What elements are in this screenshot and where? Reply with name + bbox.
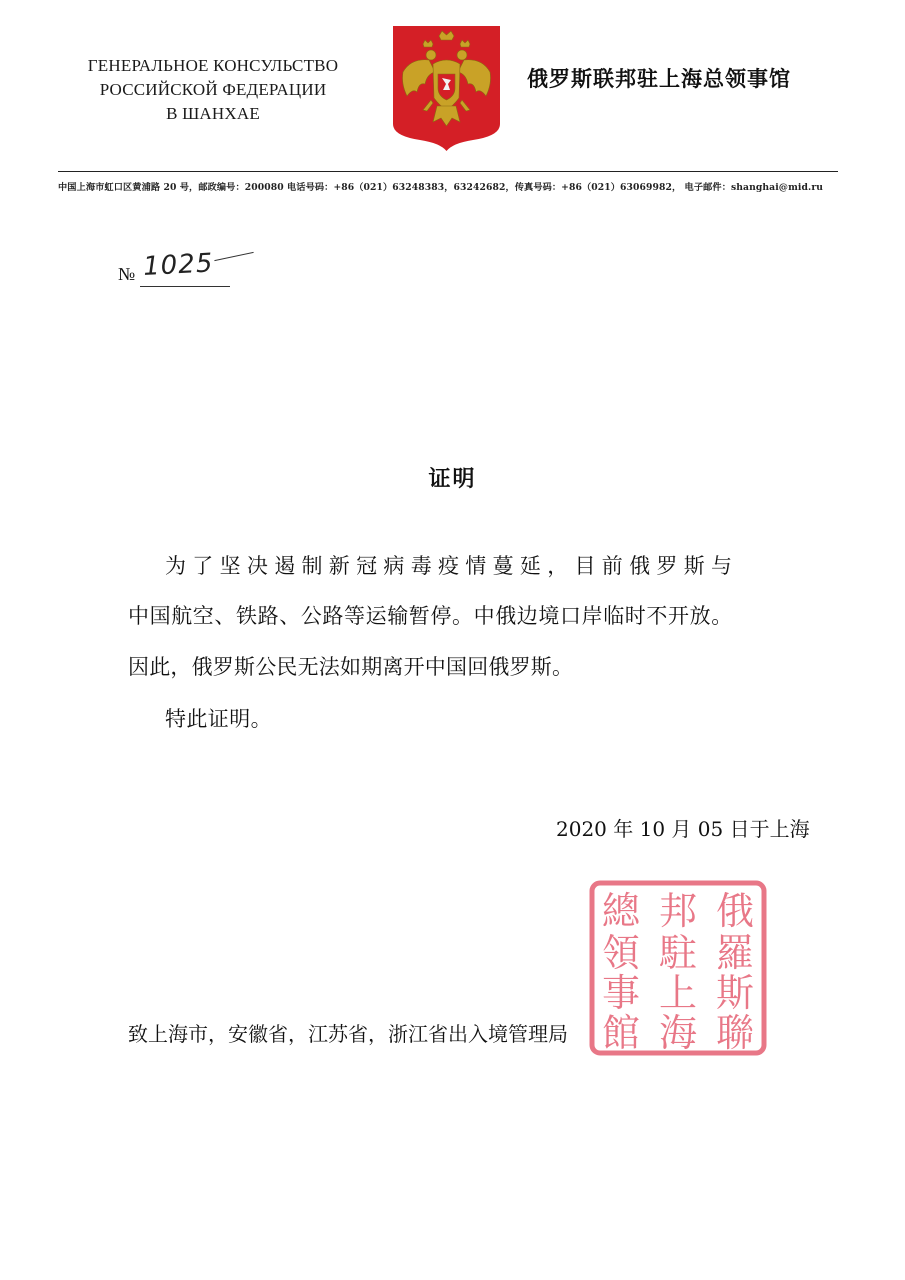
svg-text:羅: 羅 bbox=[715, 931, 755, 975]
closing-statement: 特此证明。 bbox=[165, 707, 272, 731]
document-number-value: 1025 bbox=[142, 248, 215, 282]
document-title: 证明 bbox=[428, 467, 477, 492]
date-place: 2020 年 10 月 05 日于上海 bbox=[556, 817, 810, 841]
svg-text:事: 事 bbox=[601, 971, 641, 1015]
chinese-header: 俄罗斯联邦驻上海总领事馆 bbox=[527, 67, 791, 91]
consulate-seal-stamp bbox=[589, 880, 767, 1056]
svg-text:上: 上 bbox=[658, 971, 698, 1015]
number-underline bbox=[140, 286, 230, 287]
svg-text:駐: 駐 bbox=[658, 931, 698, 975]
svg-text:總: 總 bbox=[601, 889, 641, 933]
paragraph-line-2: 中国航空、铁路、公路等运输暂停。中俄边境口岸临时不开放。 bbox=[128, 604, 733, 628]
svg-text:聯: 聯 bbox=[715, 1011, 755, 1055]
svg-text:領: 領 bbox=[601, 931, 641, 975]
number-sign: № bbox=[118, 264, 136, 284]
paragraph-line-1: 为了坚决遏制新冠病毒疫情蔓延，目前俄罗斯与 bbox=[165, 554, 739, 578]
coat-of-arms-emblem bbox=[393, 26, 500, 151]
ru-header-line-3: В ШАНХАЕ bbox=[166, 104, 260, 123]
svg-text:館: 館 bbox=[601, 1011, 641, 1055]
ru-header-line-2: РОССИЙСКОЙ ФЕДЕРАЦИИ bbox=[99, 80, 327, 99]
svg-text:斯: 斯 bbox=[715, 971, 755, 1015]
svg-text:海: 海 bbox=[658, 1011, 698, 1055]
russian-header bbox=[58, 54, 368, 126]
ru-header-line-1: ГЕНЕРАЛЬНОЕ КОНСУЛЬСТВО bbox=[87, 56, 339, 75]
double-headed-eagle-icon bbox=[393, 26, 500, 151]
seal-stamp-icon bbox=[589, 880, 767, 1056]
paragraph-line-3: 因此，俄罗斯公民无法如期离开中国回俄罗斯。 bbox=[128, 655, 574, 679]
consulate-address: 中国上海市虹口区黄浦路 20 号，邮政编号：200080 电话号码：+86（021）63248383，63242682，传真号码：+86（021）63069982， 电子邮件：shanghai@mid.ru bbox=[58, 182, 824, 193]
header-divider bbox=[58, 171, 838, 172]
number-flourish bbox=[214, 252, 253, 261]
svg-text:俄: 俄 bbox=[715, 889, 755, 933]
addressee: 致上海市，安徽省，江苏省，浙江省出入境管理局 bbox=[128, 1022, 568, 1046]
svg-text:邦: 邦 bbox=[658, 889, 698, 933]
